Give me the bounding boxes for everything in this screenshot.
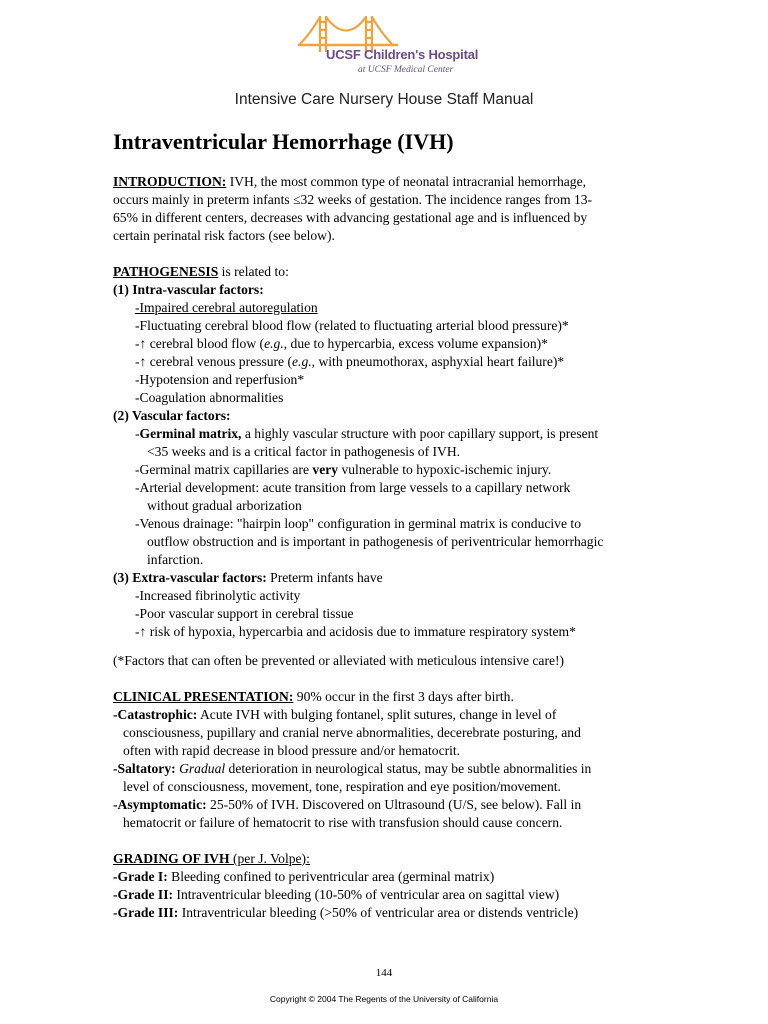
grading-heading: GRADING OF IVH (113, 851, 230, 866)
list-item-continuation: outflow obstruction and is important in pathogenesis of periventricular hemorrhagic (147, 534, 604, 549)
list-item-continuation: level of consciousness, movement, tone, respiration and eye position/movement. (123, 779, 561, 794)
list-item-continuation: often with rapid decrease in blood pressure and/or hematocrit. (123, 743, 461, 758)
intro-line: occurs mainly in preterm infants ≤32 weeks of gestation. The incidence ranges from 13- (113, 192, 593, 207)
list-item: -Increased fibrinolytic activity (135, 588, 301, 603)
list-item: -Germinal matrix, a highly vascular structure with poor capillary support, is present (135, 426, 599, 441)
list-item: -Germinal matrix capillaries are very vulnerable to hypoxic-ischemic injury. (135, 462, 552, 477)
manual-header: Intensive Care Nursery House Staff Manual (234, 91, 534, 108)
list-item: -↑ cerebral venous pressure (e.g., with pneumothorax, asphyxial heart failure)* (135, 354, 565, 369)
copyright: Copyright © 2004 The Regents of the University of California (269, 994, 499, 1004)
list-item-continuation: infarction. (147, 552, 204, 567)
list-item-continuation: consciousness, pupillary and cranial nerve abnormalities, decerebrate posturing, and (123, 725, 581, 740)
pathogenesis-line: PATHOGENESIS is related to: (113, 264, 289, 279)
list-item: -Grade III: Intraventricular bleeding (>50% of ventricular area or distends ventricle) (113, 905, 579, 920)
list-item: -Grade I: Bleeding confined to periventricular area (germinal matrix) (113, 869, 495, 884)
list-item-continuation: hematocrit or failure of hematocrit to rise with transfusion should cause concern. (123, 815, 563, 830)
list-item: -Catastrophic: Acute IVH with bulging fontanel, split sutures, change in level of (113, 707, 557, 722)
extra-vascular-heading: (3) Extra-vascular factors: (113, 570, 267, 585)
clinical-line: CLINICAL PRESENTATION: 90% occur in the first 3 days after birth. (113, 689, 514, 704)
intro-line: 65% in different centers, decreases with advancing gestational age and is influenced by (113, 210, 588, 225)
vascular-heading: (2) Vascular factors: (113, 408, 231, 423)
intra-vascular-heading: (1) Intra-vascular factors: (113, 282, 264, 297)
page-number: 144 (375, 967, 393, 979)
list-item: -Arterial development: acute transition from large vessels to a capillary network (135, 480, 571, 495)
pathogenesis-heading: PATHOGENESIS (113, 264, 219, 279)
list-item: -Coagulation abnormalities (135, 390, 284, 405)
list-item: -Asymptomatic: 25-50% of IVH. Discovered on Ultrasound (U/S, see below). Fall in (113, 797, 582, 812)
logo-name: UCSF Children's Hospital (326, 47, 479, 62)
list-item-continuation: without gradual arborization (147, 498, 302, 513)
logo-subtitle: at UCSF Medical Center (358, 65, 454, 75)
list-item: -Venous drainage: "hairpin loop" configuration in germinal matrix is conducive to (135, 516, 581, 531)
list-item-continuation: <35 weeks and is a critical factor in pathogenesis of IVH. (147, 444, 461, 459)
list-item: -Poor vascular support in cerebral tissue (135, 606, 354, 621)
list-item: -Grade II: Intraventricular bleeding (10-50% of ventricular area on sagittal view) (113, 887, 560, 902)
page-title: Intraventricular Hemorrhage (IVH) (113, 129, 454, 154)
list-item: -Impaired cerebral autoregulation (135, 300, 318, 315)
intro-heading: INTRODUCTION: (113, 174, 227, 189)
extra-vascular-line: (3) Extra-vascular factors: Preterm infants have (113, 570, 383, 585)
grading-line: GRADING OF IVH (per J. Volpe): (113, 851, 310, 866)
intro-line: INTRODUCTION: IVH, the most common type of neonatal intracranial hemorrhage, (113, 174, 587, 189)
list-item: -↑ cerebral blood flow (e.g., due to hypercarbia, excess volume expansion)* (135, 336, 548, 351)
intro-line: certain perinatal risk factors (see below). (113, 228, 335, 243)
list-item: -Hypotension and reperfusion* (135, 372, 305, 387)
clinical-heading: CLINICAL PRESENTATION: (113, 689, 294, 704)
list-item: -↑ risk of hypoxia, hypercarbia and acidosis due to immature respiratory system* (135, 624, 576, 639)
footnote-note: (*Factors that can often be prevented or alleviated with meticulous intensive care!) (113, 653, 565, 668)
list-item: -Fluctuating cerebral blood flow (related to fluctuating arterial blood pressure)* (135, 318, 569, 333)
hospital-logo (298, 14, 488, 78)
list-item: -Saltatory: Gradual deterioration in neurological status, may be subtle abnormalities in (113, 761, 592, 776)
